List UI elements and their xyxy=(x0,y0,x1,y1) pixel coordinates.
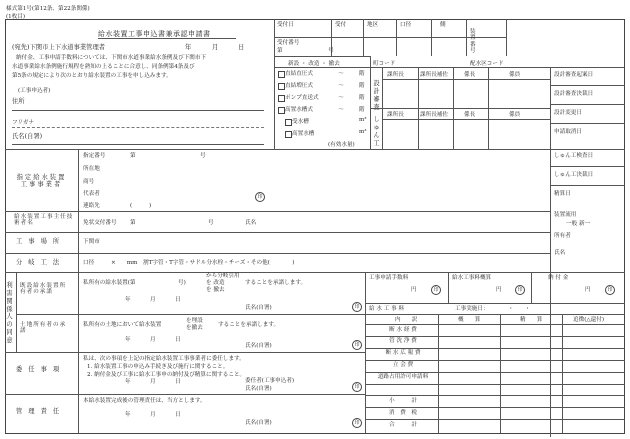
completion-label: しゅん工 xyxy=(373,116,380,147)
role-chief-1: 係長 xyxy=(464,72,476,78)
settlement-date: 精算日 xyxy=(554,191,571,197)
inspection-approval-date: しゅん工決裁日 xyxy=(554,172,594,178)
management-section-label: 管理責任 xyxy=(16,408,66,415)
existing-day: 日 xyxy=(175,297,181,303)
town-code-label: 町コード xyxy=(373,61,396,67)
receipt-no: 第 xyxy=(277,48,283,54)
cost-header-breakdown: 内 訳 xyxy=(395,317,418,323)
land-option-remove[interactable]: を撤去 xyxy=(186,325,203,331)
addressee: (宛先)下関市上下水道事業管理者 xyxy=(12,44,106,51)
cost-row-label: 小 計 xyxy=(389,397,417,404)
delegation-month: 月 xyxy=(150,379,156,385)
receipt-number-label: 受付番号 xyxy=(277,40,300,46)
design-review-label: 設計審査 xyxy=(373,80,380,111)
existing-year: 年 xyxy=(125,297,131,303)
date-design-approval: 設計審査決裁日 xyxy=(554,91,594,97)
intro-line-1: 納付金、工事申請手数料については、下関市水道事業給水条例及び下関市下 xyxy=(16,55,207,61)
land-day: 日 xyxy=(175,337,181,343)
applicant-address-label: 住所 xyxy=(12,98,25,105)
engineer-section-label: 給水装置工事主任技術者名 xyxy=(14,214,74,227)
intro-line-2: 水道事業給水条例施行規程を熟知の上ることに合意し、同条例第4条及び xyxy=(12,64,195,70)
cost-header-estimate: 概 算 xyxy=(458,317,481,323)
delegation-line-3: 2. 納付金及び工事に給水工事申の納付及び精算に関すること。 xyxy=(87,372,246,378)
contractor-no: 第 xyxy=(130,153,136,159)
district-label: 地区 xyxy=(367,22,379,28)
application-fee-yen: 円 xyxy=(411,287,417,293)
pipe-option-1[interactable]: 直結直圧式 xyxy=(285,71,313,77)
existing-option-remove[interactable]: を 撤去 xyxy=(206,287,225,293)
land-month: 月 xyxy=(150,337,156,343)
contractor-representative-label: 代表者 xyxy=(83,191,100,197)
cost-row-label: 消 費 税 xyxy=(389,409,417,416)
device-reuse-value: 一般 新一 xyxy=(566,221,591,227)
management-text: 本給水装置完成後の管理責任は、当方とします。 xyxy=(83,398,206,404)
owner-name-label: 氏名 xyxy=(554,250,566,256)
existing-text-start: 私所有の給水装置(第 xyxy=(83,280,136,286)
tank-option-2[interactable]: 高置水槽 xyxy=(292,131,315,137)
land-year: 年 xyxy=(125,337,131,343)
land-name-label: 氏名(自署) xyxy=(245,343,272,349)
date-month: 月 xyxy=(212,44,219,51)
land-text-end: することを承諾します。 xyxy=(218,322,280,328)
work-date-dots: ・ ・ xyxy=(508,306,531,312)
branch-section-label: 分岐工法 xyxy=(16,259,66,266)
delegation-section-label: 委任事項 xyxy=(16,366,66,373)
pipe-option-4-unit: 階 xyxy=(359,107,365,113)
intro-line-3: 第5条の規定により次のとおり給水装置の工事を申し込みます。 xyxy=(12,73,172,79)
pipe-option-1-unit: 階 xyxy=(359,71,365,77)
application-fee-seal-icon: 印 xyxy=(431,285,441,295)
contractor-go: 号 xyxy=(200,153,206,159)
existing-owner-label: 既設給水装置所有者の承諾 xyxy=(20,283,67,296)
pipe-option-2-tilde: 〜 xyxy=(338,83,344,89)
applicant-furigana-label: フリガナ xyxy=(12,120,35,126)
application-fee-label: 工事申請手数料 xyxy=(369,275,409,281)
receipt-date-label: 受付日 xyxy=(277,22,294,28)
pipe-option-3-unit: 階 xyxy=(359,95,365,101)
contractor-section-label: 指定給水装置工事事業者 xyxy=(16,174,67,189)
engineer-no: 第 xyxy=(130,220,136,226)
contractor-contact-label: 連絡先 xyxy=(83,203,100,209)
date-design-change: 設計変更日 xyxy=(554,110,582,116)
land-seal-icon: 印 xyxy=(352,340,362,350)
pipe-option-3-tilde: 〜 xyxy=(338,95,344,101)
work-date-label: 工事実施日： xyxy=(455,306,489,312)
delegation-seal-icon: 印 xyxy=(352,382,362,392)
delegation-year: 年 xyxy=(125,379,131,385)
delegation-line-1: 私は、次の事項を上記の指定給水装置工事事業者に委任します。 xyxy=(83,356,245,362)
existing-option-branch[interactable]: から分岐引用 xyxy=(206,273,240,279)
cost-row-line xyxy=(365,419,625,420)
inspection-date: しゅん工検査日 xyxy=(554,153,594,159)
role-deputy-1: 課所長補佐 xyxy=(420,72,448,78)
cost-row-line xyxy=(365,348,625,349)
device-reuse-label: 装置流用 xyxy=(554,212,577,218)
contractor-phone-parens: ( ) xyxy=(130,203,152,209)
supervision-fee-label: 給水工事料概算 xyxy=(452,275,492,281)
pipe-option-4[interactable]: 高置水槽式 xyxy=(285,107,313,113)
delegation-line-2: 1. 給水装置工事の申込み手続き及び施行に関すること。 xyxy=(87,364,229,370)
bore-label: 口径 xyxy=(400,22,412,28)
applicant-section-label: (工事申込者) xyxy=(18,88,51,94)
cost-row-line xyxy=(365,360,625,361)
existing-option-modify[interactable]: を 改造 xyxy=(206,280,225,286)
form-title: 給水装置工事申込書兼承認申請書 xyxy=(98,30,211,38)
existing-text-go: 号) xyxy=(178,280,186,286)
pipe-option-3[interactable]: ポンプ直送式 xyxy=(285,95,319,101)
cost-row-line xyxy=(365,336,625,337)
existing-month: 月 xyxy=(150,297,156,303)
role-staff-2: 係員 xyxy=(509,112,521,118)
pipe-option-2-unit: 階 xyxy=(359,83,365,89)
role-director-2: 課所長 xyxy=(387,112,404,118)
contractor-trade-name-label: 商号 xyxy=(83,179,95,185)
cost-header-settlement: 精 算 xyxy=(520,317,543,323)
date-design-start: 設計審査起案日 xyxy=(554,72,594,78)
engineer-go: 号 xyxy=(208,220,214,226)
cost-table-title: 給 水 工 事 料 xyxy=(369,306,405,312)
delegation-day: 日 xyxy=(175,379,181,385)
date-day: 日 xyxy=(238,44,245,51)
payment-seal-icon: 印 xyxy=(605,285,615,295)
supervision-fee-seal-icon: 印 xyxy=(515,285,525,295)
pipe-area-code-label: 配水区コード xyxy=(470,61,504,67)
role-chief-2: 係長 xyxy=(464,112,476,118)
cost-row-label: 合 計 xyxy=(389,421,417,428)
work-types[interactable]: 新設 ・ 改造 ・ 撤去 xyxy=(288,61,340,67)
device-number-label: 装置 番号 xyxy=(470,29,476,55)
applicant-furigana-field[interactable] xyxy=(12,127,264,128)
management-year: 年 xyxy=(125,412,131,418)
role-staff-1: 係員 xyxy=(509,72,521,78)
role-deputy-2: 課所長補佐 xyxy=(420,112,448,118)
existing-seal-icon: 印 xyxy=(352,302,362,312)
applicant-name-field[interactable] xyxy=(12,144,264,145)
cost-row-label: 道路占用許可申請料 xyxy=(377,374,429,381)
cost-row-line xyxy=(365,384,625,385)
pipe-option-2[interactable]: 直結増圧式 xyxy=(285,83,313,89)
cost-header-additional: 追徴(△還付) xyxy=(573,317,605,323)
existing-name-label: 氏名(自署) xyxy=(245,305,272,311)
cost-row-line xyxy=(365,395,625,396)
tank-option-1-unit: m³ xyxy=(359,117,367,123)
cost-row-label: 断 水 広 報 費 xyxy=(385,350,421,357)
contractor-address-label: 所在地 xyxy=(83,166,100,172)
pipe-option-4-tilde: 〜 xyxy=(338,107,344,113)
payment-label: 納 付 金 xyxy=(548,275,569,281)
owner-label: 所有者 xyxy=(554,233,571,239)
management-day: 日 xyxy=(175,412,181,418)
existing-text-end: することを承諾します。 xyxy=(245,280,307,286)
tank-option-2-unit: m³ xyxy=(359,129,367,135)
delegator-label: 委任者(工事申込者) xyxy=(245,378,295,384)
pipe-option-1-tilde: 〜 xyxy=(338,71,344,77)
cost-row-line xyxy=(365,407,625,408)
page-number: (1枚目) xyxy=(6,14,26,20)
cost-row-label: 断 水 経 費 xyxy=(389,326,417,333)
cost-row-label: 立 会 費 xyxy=(392,362,414,369)
form-number: 様式第1号(第12条、第22条関係) xyxy=(6,6,90,12)
land-option-bury[interactable]: を埋設 xyxy=(186,318,203,324)
tank-option-1[interactable]: 受水槽 xyxy=(292,119,309,125)
engineer-name-label: 氏名 xyxy=(245,220,257,226)
land-owner-label: 土地所有者の承諾 xyxy=(20,322,67,335)
contractor-number-label: 指定番号 xyxy=(83,153,106,159)
site-value[interactable]: 下関市 xyxy=(83,239,100,245)
receipt-label: 受付 xyxy=(335,22,347,28)
cost-row-line xyxy=(365,372,625,373)
management-seal-icon: 印 xyxy=(352,418,362,428)
date-year: 年 xyxy=(185,44,192,51)
management-month: 月 xyxy=(150,412,156,418)
management-name-label: 氏名(自署) xyxy=(245,420,272,426)
site-section-label: 工事場所 xyxy=(16,238,66,245)
cost-row-label: 管 洗 浄 費 xyxy=(389,338,417,345)
receipt-go: 号 xyxy=(328,48,334,54)
contractor-seal-icon: 印 xyxy=(255,192,265,202)
interested-section-label: 利害関係人の同意 xyxy=(6,282,13,345)
delegation-name-label: 氏名(自署) xyxy=(245,386,272,392)
land-text-start: 私所有の土地において給水装置 xyxy=(83,322,162,328)
side-label: 側 xyxy=(440,22,446,28)
payment-yen: 円 xyxy=(585,287,591,293)
supervision-fee-yen: 円 xyxy=(496,287,502,293)
applicant-name-label: 氏名(自署) xyxy=(12,133,43,140)
cost-row-line xyxy=(365,324,625,325)
date-cancel: 申請取消日 xyxy=(554,129,582,135)
engineer-license-label: 免状交付番号 xyxy=(83,220,117,226)
tank-note: (有効水量) xyxy=(328,142,355,148)
applicant-address-field[interactable] xyxy=(12,110,264,111)
role-director-1: 課所長 xyxy=(387,72,404,78)
branch-text[interactable]: 口径 × mm 割T字管・T字管・サドル分水栓・チーズ・その他( ) xyxy=(83,260,295,266)
